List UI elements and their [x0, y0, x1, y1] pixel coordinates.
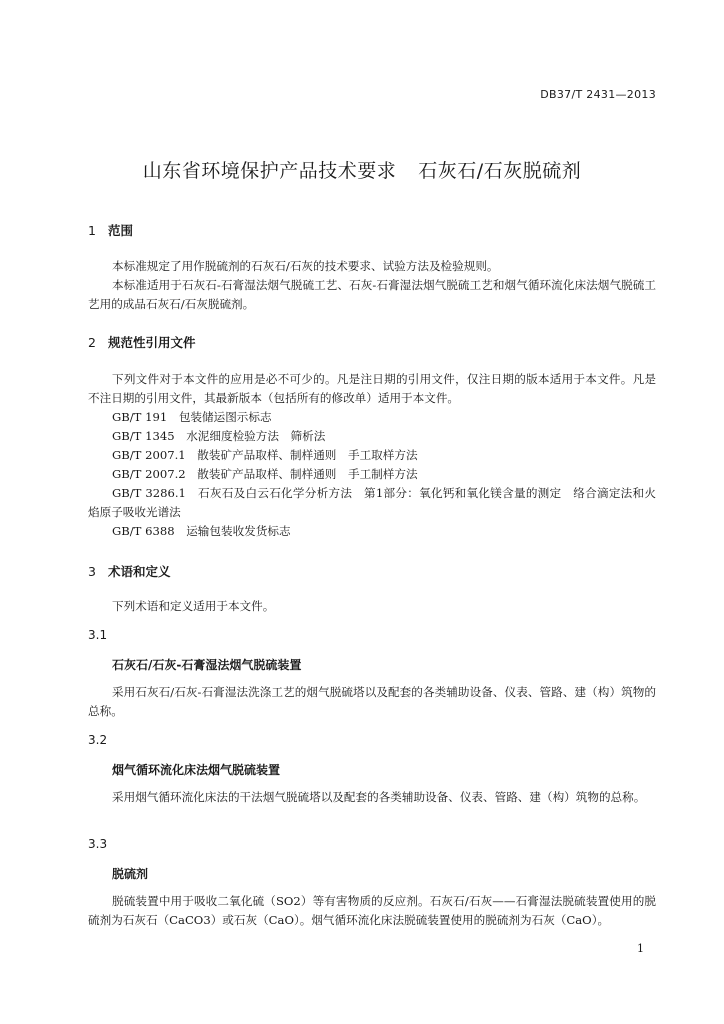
clause-3-1-number: 3.1 [88, 628, 108, 642]
clause-3-1-term: 石灰石/石灰-石膏湿法烟气脱硫装置 [112, 658, 302, 672]
section-3-number: 3 [88, 564, 96, 579]
reference-item: GB/T 2007.2 散装矿产品取样、制样通则 手工制样方法 [112, 467, 418, 481]
section-3-heading [88, 562, 171, 580]
title-sub: 石灰石/石灰脱硫剂 [418, 160, 582, 182]
page-number: 1 [637, 942, 644, 955]
section-1-heading [88, 221, 133, 239]
section-2-intro: 下列文件对于本文件的应用是必不可少的。凡是注日期的引用文件，仅注日期的版本适用于本文件。凡是不注日期的引用文件，其最新版本（包括所有的修改单）适用于本文件。 [88, 372, 656, 405]
reference-item: GB/T 3286.1 石灰石及白云石化学分析方法 第1部分：氧化钙和氧化镁含量的测定 络合滴定法和火焰原子吸收光谱法 [88, 486, 656, 519]
clause-3-2-number: 3.2 [88, 733, 108, 747]
document-title [0, 156, 724, 183]
reference-item: GB/T 191 包装储运图示标志 [112, 410, 272, 424]
section-3-intro: 下列术语和定义适用于本文件。 [112, 599, 275, 613]
clause-3-3-term: 脱硫剂 [112, 867, 149, 881]
section-1-paragraph-1: 本标准规定了用作脱硫剂的石灰石/石灰的技术要求、试验方法及检验规则。 [112, 259, 499, 273]
clause-3-1-definition: 采用石灰石/石灰-石膏湿法洗涤工艺的烟气脱硫塔以及配套的各类辅助设备、仪表、管路、建（构）筑物的总称。 [88, 685, 656, 718]
section-3-title: 术语和定义 [108, 564, 171, 579]
reference-item: GB/T 2007.1 散装矿产品取样、制样通则 手工取样方法 [112, 448, 418, 462]
reference-item: GB/T 6388 运输包装收发货标志 [112, 524, 291, 538]
section-1-number: 1 [88, 223, 96, 238]
section-2-number: 2 [88, 335, 96, 350]
clause-3-3-number: 3.3 [88, 837, 108, 851]
section-1-title: 范围 [108, 223, 134, 238]
standard-code: DB37/T 2431—2013 [540, 88, 656, 101]
title-main: 山东省环境保护产品技术要求 [142, 160, 397, 182]
section-2-title: 规范性引用文件 [108, 335, 196, 350]
reference-item: GB/T 1345 水泥细度检验方法 筛析法 [112, 429, 326, 443]
clause-3-3-definition: 脱硫装置中用于吸收二氧化硫（SO2）等有害物质的反应剂。石灰石/石灰——石膏湿法脱硫装置使用的脱硫剂为石灰石（CaCO3）或石灰（CaO）。烟气循环流化床法脱硫装置使用的脱硫剂为石灰（CaO）。 [88, 894, 656, 927]
section-1-paragraph-2: 本标准适用于石灰石-石膏湿法烟气脱硫工艺、石灰-石膏湿法烟气脱硫工艺和烟气循环流化床法烟气脱硫工艺用的成品石灰石/石灰脱硫剂。 [88, 278, 656, 311]
clause-3-2-term: 烟气循环流化床法烟气脱硫装置 [112, 763, 281, 777]
section-2-heading [88, 333, 196, 351]
clause-3-2-definition: 采用烟气循环流化床法的干法烟气脱硫塔以及配套的各类辅助设备、仪表、管路、建（构）筑物的总称。 [112, 790, 646, 804]
